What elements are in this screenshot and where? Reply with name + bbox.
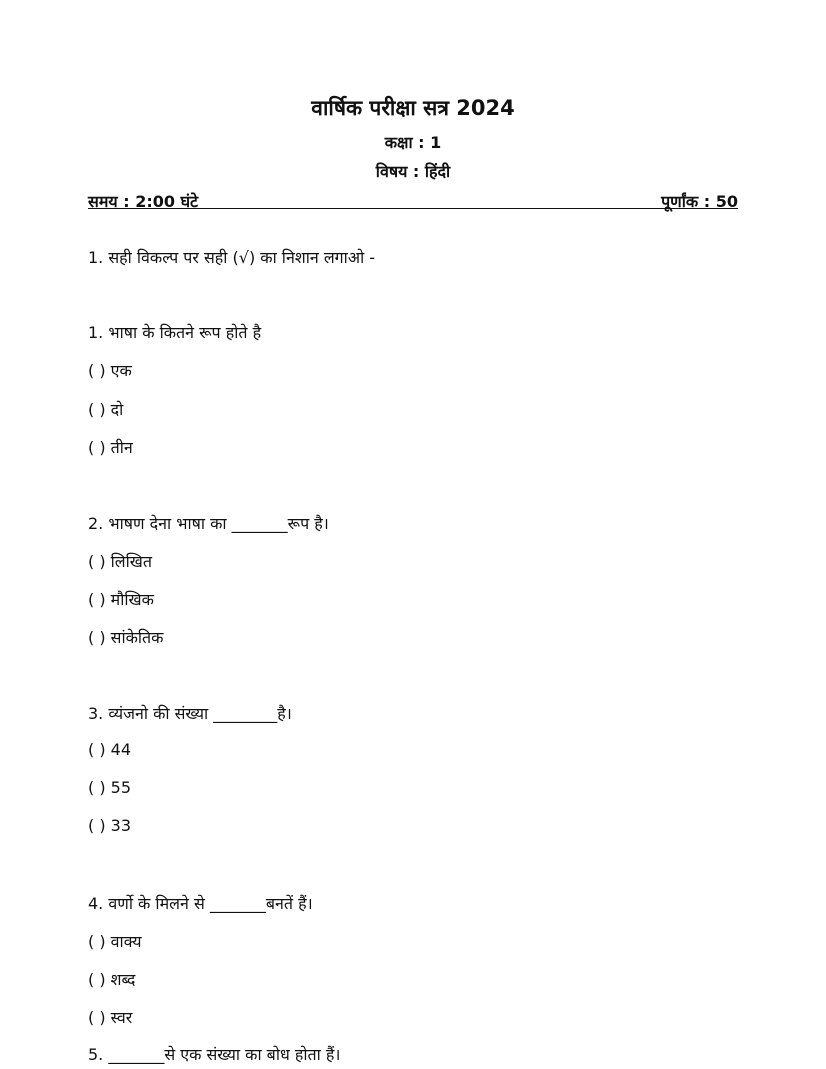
- exam-meta-row: [88, 190, 738, 212]
- question-3: 3. व्यंजनो की संख्या ________है।: [88, 704, 292, 723]
- section-instruction: 1. सही विकल्प पर सही (√) का निशान लगाओ -: [88, 248, 376, 267]
- question-1-option-3[interactable]: ( ) तीन: [88, 438, 133, 457]
- subject-line: विषय : हिंदी: [375, 162, 451, 181]
- question-3-option-3[interactable]: ( ) 33: [88, 816, 132, 835]
- question-2: 2. भाषण देना भाषा का _______रूप है।: [88, 514, 329, 533]
- class-line: कक्षा : 1: [384, 133, 442, 152]
- exam-title: वार्षिक परीक्षा सत्र 2024: [311, 96, 515, 120]
- question-1-option-1[interactable]: ( ) एक: [88, 361, 132, 380]
- question-5: 5. _______से एक संख्या का बोध होता हैं।: [88, 1045, 341, 1064]
- question-1-option-2[interactable]: ( ) दो: [88, 400, 124, 419]
- question-4: 4. वर्णो के मिलने से _______बनतें हैं।: [88, 894, 313, 913]
- question-4-option-2[interactable]: ( ) शब्द: [88, 970, 136, 989]
- question-3-option-1[interactable]: ( ) 44: [88, 740, 132, 759]
- question-3-option-2[interactable]: ( ) 55: [88, 778, 132, 797]
- question-2-option-2[interactable]: ( ) मौखिक: [88, 590, 154, 609]
- max-marks-label: पूर्णांक : 50: [661, 192, 738, 211]
- time-label: समय : 2:00 घंटे: [88, 192, 199, 211]
- question-4-option-1[interactable]: ( ) वाक्य: [88, 932, 142, 951]
- question-4-option-3[interactable]: ( ) स्वर: [88, 1008, 133, 1027]
- question-2-option-1[interactable]: ( ) लिखित: [88, 552, 153, 571]
- question-2-option-3[interactable]: ( ) सांकेतिक: [88, 628, 164, 647]
- header-divider: [88, 208, 738, 209]
- question-1: 1. भाषा के कितने रूप होते है: [88, 323, 262, 342]
